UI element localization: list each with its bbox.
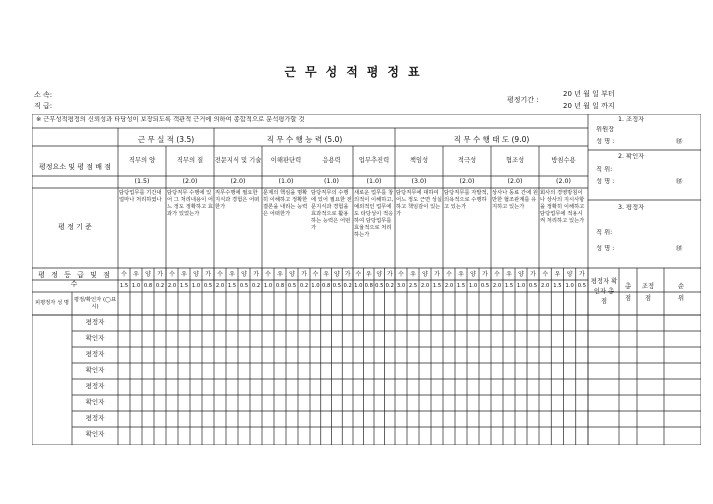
element-name: 협조성 [505, 157, 525, 164]
element-name: 이해판단력 [270, 157, 302, 164]
grade-score: 1.5 [504, 282, 514, 289]
element-points: (2.0) [556, 178, 571, 186]
grade-label: 수 [494, 270, 500, 278]
period-to: 20 년 월 일 까지 [563, 102, 615, 110]
grade-label: 우 [323, 270, 330, 278]
sidebar-confirmer-name: 성 명 : [596, 178, 615, 185]
header-total: 총 점 [624, 283, 632, 302]
header-rank: 순 위 [677, 283, 685, 302]
grade-label: 수 [355, 270, 362, 278]
period-from: 20 년 월 일 부터 [563, 90, 615, 98]
element-name: 방침수용 [551, 157, 576, 164]
element-points: (2.0) [507, 178, 523, 186]
label-confirm: 평정/확인자 (◯표시) [73, 296, 117, 310]
element-name: 책임성 [409, 157, 429, 164]
sidebar-evaluator-title: 3. 평정자 [618, 204, 645, 211]
label-elements: 평정요소 및 평 점 배 점 [39, 163, 111, 171]
role-label: 확인자 [85, 430, 105, 439]
grade-score: 1.0 [263, 282, 273, 289]
grade-label: 우 [229, 270, 235, 278]
label-grade: 평 정 등 급 및 점 수 [38, 271, 112, 288]
grade-score: 0.8 [322, 282, 331, 289]
grade-score: 0.5 [528, 282, 538, 289]
seal-mark-1: ㊞ [676, 138, 683, 145]
grade-label: 수 [265, 270, 271, 278]
element-points: (1.0) [278, 178, 294, 186]
grade-score: 1.5 [456, 282, 466, 289]
element-points: (2.0) [182, 178, 198, 186]
element-points: (1.5) [134, 178, 150, 186]
label-criteria: 평 정 기 준 [58, 223, 92, 232]
grade-label: 우 [458, 270, 464, 278]
grade-score: 0.2 [299, 282, 309, 289]
grade-label: 가 [434, 270, 440, 278]
seal-mark-3: ㊞ [676, 245, 683, 252]
grade-label: 가 [344, 270, 351, 278]
grade-score: 0.5 [332, 282, 341, 289]
role-label: 평정자 [85, 350, 105, 359]
grade-score: 2.0 [541, 282, 550, 289]
grade-label: 수 [121, 270, 127, 278]
grade-label: 수 [169, 270, 175, 278]
grade-label: 수 [312, 270, 319, 278]
criteria-text: 담당직무를 자발적, 의욕적으로 수행하고 있는가 [444, 190, 489, 210]
grade-label: 양 [422, 270, 428, 278]
element-name: 적극성 [457, 157, 477, 164]
grade-label: 수 [446, 270, 452, 278]
element-name: 전문지식 및 기술 [214, 157, 262, 164]
grade-label: 수 [217, 270, 223, 278]
grade-score: 0.2 [343, 282, 352, 289]
grade-score: 1.5 [553, 282, 562, 289]
sidebar-confirmer-rank: 직 위: [596, 166, 613, 173]
grade-score: 1.0 [131, 282, 141, 289]
rank-label: 직 급: [34, 102, 53, 110]
category-performance: 근 무 실 적 (3.5) [137, 135, 195, 145]
grade-score: 0.2 [155, 282, 165, 289]
grade-score: 2.5 [408, 282, 418, 289]
grade-score: 1.5 [432, 282, 442, 289]
dept-label: 소 속: [34, 91, 53, 99]
header-evaluator-total: 평정자 확인자 총 점 [590, 278, 618, 305]
element-points: (1.0) [324, 178, 339, 186]
grade-score: 1.0 [565, 282, 574, 289]
header-adjusted: 조정 점 [641, 283, 655, 302]
period-label: 평정기간 : [507, 96, 539, 104]
category-attitude: 직 무 수 행 태 도 (9.0) [453, 135, 530, 145]
sidebar-evaluator-rank: 직 위: [596, 229, 613, 236]
element-points: (3.0) [411, 178, 427, 186]
element-points: (1.0) [366, 178, 382, 186]
grade-score: 1.0 [516, 282, 526, 289]
grade-score: 1.5 [227, 282, 237, 289]
element-name: 업무추진력 [358, 157, 390, 164]
sidebar-evaluator-name: 성 명 : [596, 245, 615, 252]
grade-label: 양 [193, 270, 199, 278]
grade-label: 가 [386, 270, 393, 278]
grade-label: 우 [554, 270, 561, 278]
grade-score: 0.5 [480, 282, 490, 289]
sidebar-adjuster-role: 위원장 [596, 126, 615, 133]
criteria-text: 담당직무 수행에 있어 그 처리내용이 어느 정도 정확하고 효과가 있었는가 [167, 190, 213, 217]
grade-label: 가 [205, 270, 211, 278]
element-points: (2.0) [230, 178, 246, 186]
element-name: 응용력 [322, 157, 341, 164]
grade-label: 우 [365, 270, 372, 278]
grade-label: 양 [241, 270, 247, 278]
grade-score: 2.0 [167, 282, 177, 289]
grade-score: 0.5 [287, 282, 297, 289]
grade-score: 0.8 [364, 282, 373, 289]
criteria-text: 문제의 핵심을 명확히 이해하고 정확한 결론을 내리는 능력은 어떠한가 [263, 190, 308, 217]
criteria-text: 담당직무에 대하여 어느 정도 근면 성실하고 책임감이 있는가 [396, 190, 442, 217]
grade-label: 우 [277, 270, 283, 278]
grade-score: 1.0 [354, 282, 363, 289]
grade-label: 양 [289, 270, 295, 278]
role-label: 평정자 [85, 318, 105, 327]
sidebar-confirmer-title: 2. 확인자 [618, 153, 645, 160]
criteria-text: 상사나 동료 간에 원만한 협조관계를 유지하고 있는가 [492, 190, 538, 210]
grade-score: 0.8 [275, 282, 285, 289]
grade-score: 2.0 [215, 282, 225, 289]
grade-label: 가 [301, 270, 307, 278]
grade-label: 우 [181, 270, 187, 278]
role-label: 확인자 [85, 334, 105, 343]
evaluation-table [32, 114, 701, 445]
label-evaluatee: 피평정자 성 명 [34, 300, 70, 306]
grade-score: 0.8 [143, 282, 153, 289]
element-points: (2.0) [459, 178, 475, 186]
grade-label: 가 [157, 270, 163, 278]
criteria-text: 회사의 경영방침이나 상사의 지시사항을 정확히 이해하고 담당업무에 적용시켜 처리하고 있는가 [540, 190, 585, 224]
element-name: 직무의 질 [176, 157, 204, 164]
grade-score: 0.2 [251, 282, 261, 289]
grade-label: 우 [133, 270, 139, 278]
grade-label: 양 [333, 270, 340, 278]
grade-label: 수 [398, 270, 404, 278]
grade-label: 우 [506, 270, 512, 278]
grade-score: 0.5 [375, 282, 384, 289]
grade-score: 0.5 [203, 282, 213, 289]
grade-score: 0.5 [577, 282, 586, 289]
form-title: 근무성적평정표 [284, 65, 429, 79]
notice-text: ※ 근무성적평정의 신뢰성과 타당성이 보장되도록 객관적 근거에 의하여 종합적으로 분석평가할 것 [36, 116, 305, 123]
grade-score: 3.0 [396, 282, 406, 289]
grade-label: 가 [530, 270, 536, 278]
criteria-text: 직무수행에 필요한 지식과 경험은 어떠한가 [215, 190, 260, 210]
grade-score: 1.5 [179, 282, 189, 289]
role-label: 평정자 [85, 382, 105, 391]
grade-label: 우 [410, 270, 416, 278]
grade-score: 0.2 [385, 282, 394, 289]
role-label: 확인자 [85, 398, 105, 407]
grade-label: 가 [482, 270, 488, 278]
role-label: 평정자 [85, 414, 105, 423]
grade-label: 양 [470, 270, 476, 278]
seal-mark-2: ㊞ [676, 178, 683, 185]
grade-score: 2.0 [492, 282, 502, 289]
grade-score: 1.0 [311, 282, 320, 289]
role-label: 확인자 [85, 366, 105, 375]
grade-label: 양 [518, 270, 524, 278]
grade-label: 가 [253, 270, 259, 278]
criteria-text: 새로운 업무를 창의적이 이해하고, 예외적인 업무에도 타당성이 적응하여 담당업무를 효율적으로 처리하는가 [354, 190, 394, 238]
criteria-text: 담당업무를 기간내 얼마나 처리하였나 [119, 190, 162, 203]
grade-score: 0.5 [239, 282, 249, 289]
grade-label: 수 [542, 270, 549, 278]
grade-score: 1.5 [119, 282, 129, 289]
grade-label: 가 [578, 270, 585, 278]
grade-score: 2.0 [444, 282, 454, 289]
grade-score: 1.0 [468, 282, 478, 289]
criteria-text: 담당직무의 수행에 있어 필요한 전문지식과 경험을 효과적으로 활용하는 능력은 어떤가 [311, 190, 352, 231]
sidebar-adjuster-name: 성 명 : [596, 138, 615, 145]
element-name: 직무의 양 [128, 157, 156, 164]
sidebar-adjuster-title: 1. 조정자 [618, 116, 645, 123]
grade-label: 양 [566, 270, 573, 278]
grade-score: 1.0 [191, 282, 201, 289]
grade-label: 양 [376, 270, 383, 278]
category-ability: 직 무 수 행 능 력 (5.0) [266, 135, 343, 145]
grade-score: 2.0 [420, 282, 430, 289]
grade-label: 양 [145, 270, 151, 278]
